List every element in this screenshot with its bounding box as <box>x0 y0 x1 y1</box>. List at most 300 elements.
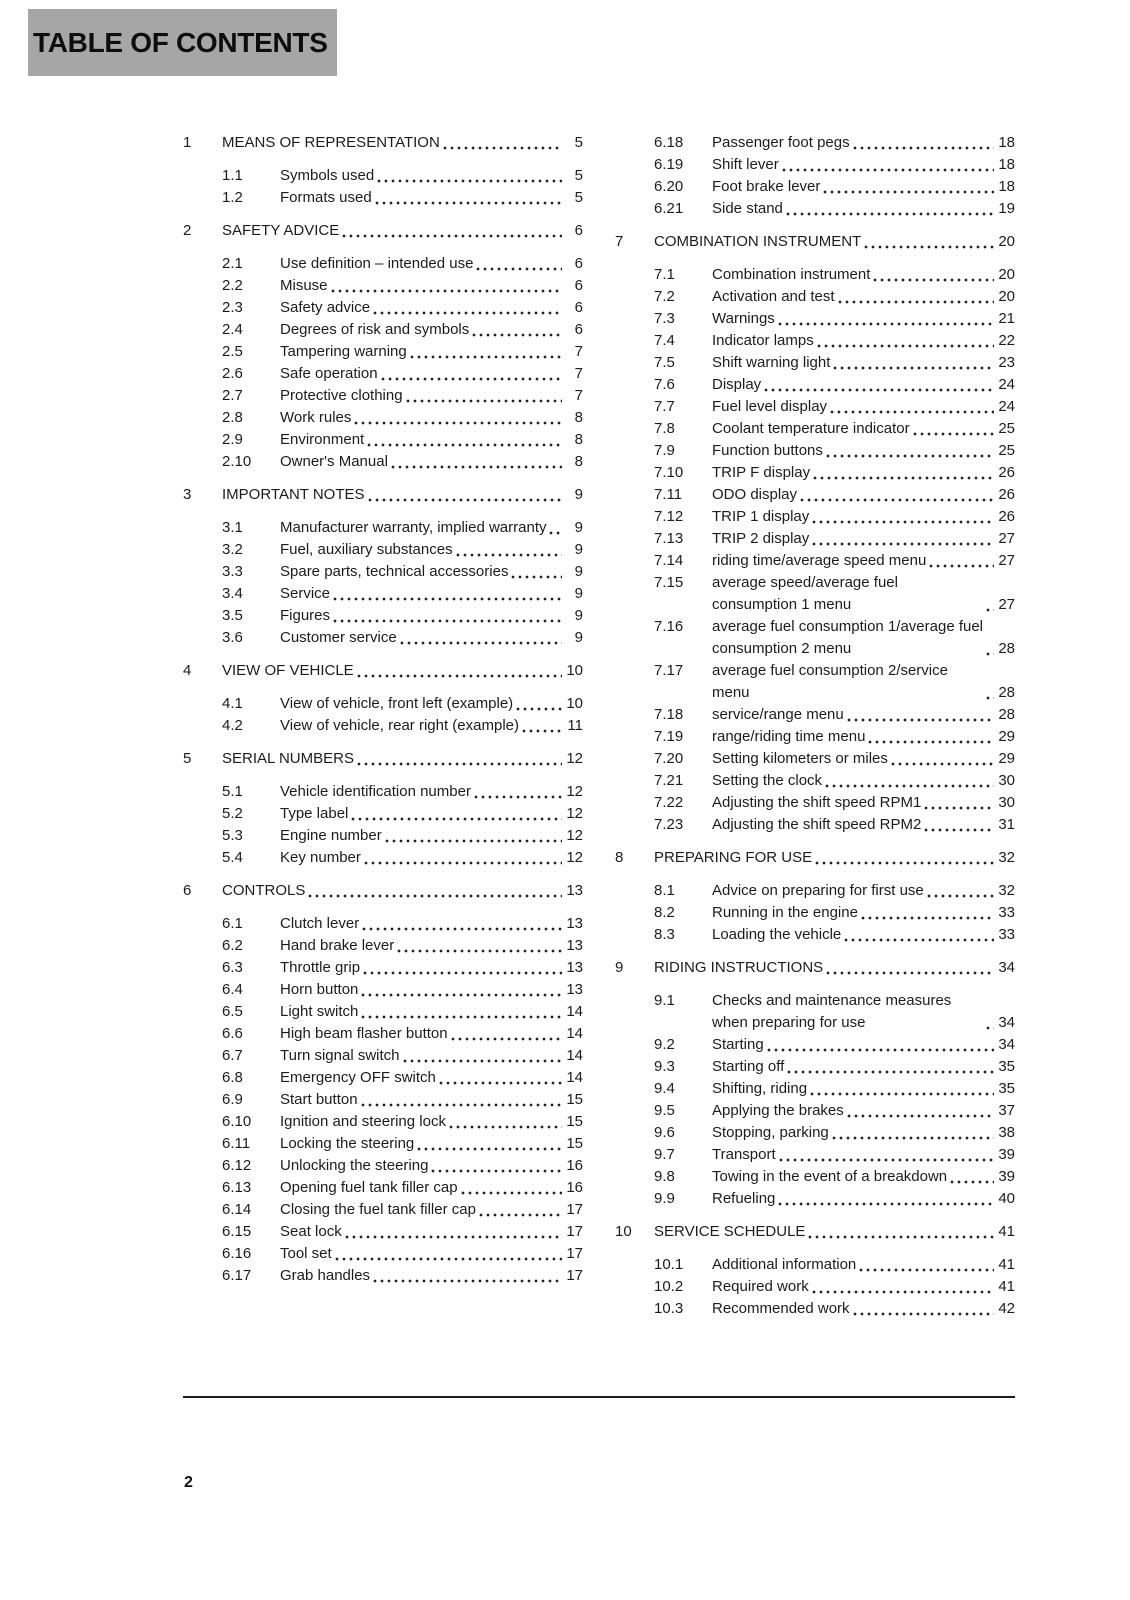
toc-item-entry <box>222 605 583 627</box>
toc-item-entry <box>222 275 583 297</box>
entry-body <box>280 1265 583 1287</box>
entry-number: 10 <box>615 1223 632 1240</box>
page-header <box>28 9 337 76</box>
entry-page-number: 12 <box>566 827 583 844</box>
entry-number: 5.2 <box>222 805 243 822</box>
entry-title: MEANS OF REPRESENTATION <box>222 134 440 151</box>
entry-body <box>280 913 583 935</box>
entry-body <box>712 264 1015 286</box>
entry-body <box>712 660 1015 704</box>
entry-number: 10.3 <box>654 1300 684 1317</box>
entry-body <box>712 1144 1015 1166</box>
entry-body <box>712 1078 1015 1100</box>
entry-page-number: 17 <box>566 1223 583 1240</box>
dot-leader <box>986 608 994 612</box>
entry-number: 4 <box>183 662 192 679</box>
entry-body <box>712 550 1015 572</box>
entry-body <box>712 374 1015 396</box>
entry-body <box>280 693 583 715</box>
toc-item-entry <box>654 616 1015 660</box>
entry-body <box>280 1111 583 1133</box>
entry-number: 2.9 <box>222 431 243 448</box>
entry-page-number: 13 <box>566 937 583 954</box>
entry-body <box>654 1221 1015 1243</box>
entry-number: 7.7 <box>654 398 675 415</box>
toc-item-entry <box>654 1100 1015 1122</box>
entry-number: 7.8 <box>654 420 675 437</box>
entry-number: 6.14 <box>222 1201 252 1218</box>
dot-leader <box>924 806 994 810</box>
dot-leader <box>813 476 994 480</box>
entry-body <box>280 341 583 363</box>
entry-title: Type label <box>280 805 349 822</box>
entry-page-number: 21 <box>998 310 1015 327</box>
entry-page-number: 16 <box>566 1157 583 1174</box>
entry-page-number: 32 <box>998 849 1015 866</box>
toc-section-entry <box>183 132 583 154</box>
entry-page-number: 30 <box>998 794 1015 811</box>
dot-leader <box>375 201 562 205</box>
toc-item-entry <box>654 748 1015 770</box>
toc-item-entry <box>222 517 583 539</box>
entry-title: Customer service <box>280 629 397 646</box>
table-of-contents <box>183 132 1015 1320</box>
dot-leader <box>986 1026 994 1030</box>
entry-number: 3.3 <box>222 563 243 580</box>
entry-title: Transport <box>712 1146 776 1163</box>
dot-leader <box>373 311 562 315</box>
dot-leader <box>354 421 562 425</box>
entry-body <box>280 407 583 429</box>
toc-item-entry <box>222 825 583 847</box>
entry-number: 6.3 <box>222 959 243 976</box>
entry-number: 2.6 <box>222 365 243 382</box>
toc-item-entry <box>222 1155 583 1177</box>
entry-page-number: 8 <box>574 453 583 470</box>
entry-page-number: 10 <box>566 695 583 712</box>
dot-leader <box>779 1158 994 1162</box>
dot-leader <box>812 1290 994 1294</box>
entry-title: IMPORTANT NOTES <box>222 486 365 503</box>
entry-number: 5.4 <box>222 849 243 866</box>
entry-number: 6.20 <box>654 178 684 195</box>
entry-title: ODO display <box>712 486 798 503</box>
footer-divider <box>183 1396 1015 1398</box>
entry-title: Figures <box>280 607 331 624</box>
entry-page-number: 34 <box>998 959 1015 976</box>
entry-number: 6.4 <box>222 981 243 998</box>
entry-body <box>712 352 1015 374</box>
entry-body <box>280 1133 583 1155</box>
entry-title: Display <box>712 376 762 393</box>
entry-body <box>654 847 1015 869</box>
dot-leader <box>410 355 562 359</box>
dot-leader <box>778 322 994 326</box>
entry-title: Manufacturer warranty, implied warranty <box>280 519 547 536</box>
entry-page-number: 20 <box>998 288 1015 305</box>
entry-body <box>280 715 583 737</box>
entry-number: 7.5 <box>654 354 675 371</box>
toc-item-entry <box>654 1166 1015 1188</box>
entry-body <box>712 440 1015 462</box>
entry-body <box>712 704 1015 726</box>
entry-body <box>280 319 583 341</box>
entry-page-number: 26 <box>998 464 1015 481</box>
entry-title: Opening fuel tank filler cap <box>280 1179 458 1196</box>
entry-title: Tool set <box>280 1245 332 1262</box>
entry-number: 6.15 <box>222 1223 252 1240</box>
entry-number: 9.2 <box>654 1036 675 1053</box>
entry-number: 5.1 <box>222 783 243 800</box>
entry-title: Formats used <box>280 189 372 206</box>
entry-body <box>280 1023 583 1045</box>
entry-body <box>712 748 1015 770</box>
toc-section-entry <box>183 880 583 902</box>
entry-number: 5 <box>183 750 192 767</box>
entry-body <box>280 517 583 539</box>
entry-title: Starting off <box>712 1058 785 1075</box>
entry-title: Throttle grip <box>280 959 361 976</box>
dot-leader <box>377 179 562 183</box>
toc-item-entry <box>654 418 1015 440</box>
entry-title: VIEW OF VEHICLE <box>222 662 354 679</box>
dot-leader <box>391 465 562 469</box>
entry-page-number: 12 <box>566 849 583 866</box>
entry-title: Work rules <box>280 409 352 426</box>
entry-title: Fuel, auxiliary substances <box>280 541 453 558</box>
toc-item-entry <box>222 341 583 363</box>
entry-page-number: 6 <box>574 277 583 294</box>
toc-item-entry <box>654 528 1015 550</box>
entry-number: 2.4 <box>222 321 243 338</box>
entry-number: 8.3 <box>654 926 675 943</box>
dot-leader <box>927 894 994 898</box>
entry-page-number: 12 <box>566 805 583 822</box>
dot-leader <box>817 344 994 348</box>
dot-leader <box>913 432 994 436</box>
entry-body <box>712 418 1015 440</box>
entry-number: 3.1 <box>222 519 243 536</box>
dot-leader <box>400 641 562 645</box>
toc-item-entry <box>654 440 1015 462</box>
entry-number: 6.10 <box>222 1113 252 1130</box>
entry-title: Owner's Manual <box>280 453 388 470</box>
entry-body <box>712 572 1015 616</box>
entry-page-number: 27 <box>998 552 1015 569</box>
entry-page-number: 5 <box>574 189 583 206</box>
entry-body <box>654 957 1015 979</box>
dot-leader <box>364 861 562 865</box>
page-number: 2 <box>184 1474 193 1491</box>
entry-title: Protective clothing <box>280 387 403 404</box>
entry-page-number: 13 <box>566 959 583 976</box>
entry-title: Safety advice <box>280 299 371 316</box>
toc-item-entry <box>654 198 1015 220</box>
entry-number: 9.1 <box>654 992 675 1009</box>
dot-leader <box>361 1103 562 1107</box>
entry-body <box>280 627 583 649</box>
entry-body <box>280 1155 583 1177</box>
dot-leader <box>333 597 562 601</box>
dot-leader <box>357 762 562 766</box>
toc-item-entry <box>222 561 583 583</box>
dot-leader <box>549 531 562 535</box>
toc-item-entry <box>654 264 1015 286</box>
entry-body <box>280 1221 583 1243</box>
entry-body <box>280 297 583 319</box>
entry-number: 6.7 <box>222 1047 243 1064</box>
entry-body <box>280 1045 583 1067</box>
toc-item-entry <box>222 847 583 869</box>
entry-body <box>712 1034 1015 1056</box>
dot-leader <box>451 1037 562 1041</box>
entry-title: Indicator lamps <box>712 332 814 349</box>
entry-page-number: 25 <box>998 420 1015 437</box>
toc-column-left <box>183 132 583 1320</box>
entry-title: PREPARING FOR USE <box>654 849 813 866</box>
entry-title: Environment <box>280 431 365 448</box>
entry-body <box>712 902 1015 924</box>
toc-item-entry <box>222 319 583 341</box>
toc-item-entry <box>654 726 1015 748</box>
entry-body <box>712 1100 1015 1122</box>
entry-title: Coolant temperature indicator <box>712 420 910 437</box>
entry-body <box>712 770 1015 792</box>
entry-number: 7.11 <box>654 486 683 503</box>
entry-number: 9.4 <box>654 1080 675 1097</box>
entry-number: 9.3 <box>654 1058 675 1075</box>
toc-item-entry <box>222 187 583 209</box>
dot-leader <box>833 366 994 370</box>
dot-leader <box>864 245 994 249</box>
entry-page-number: 28 <box>998 684 1015 701</box>
toc-item-entry <box>654 396 1015 418</box>
entry-page-number: 30 <box>998 772 1015 789</box>
entry-title: High beam flasher button <box>280 1025 448 1042</box>
toc-item-entry <box>222 1111 583 1133</box>
entry-number: 9 <box>615 959 624 976</box>
toc-item-entry <box>654 1188 1015 1210</box>
entry-page-number: 11 <box>567 717 583 734</box>
entry-page-number: 13 <box>566 882 583 899</box>
entry-number: 7.17 <box>654 662 684 679</box>
toc-item-entry <box>654 1034 1015 1056</box>
entry-number: 9.9 <box>654 1190 675 1207</box>
dot-leader <box>986 696 994 700</box>
entry-page-number: 24 <box>998 376 1015 393</box>
dot-leader <box>810 1092 994 1096</box>
entry-body <box>712 396 1015 418</box>
entry-body <box>280 1001 583 1023</box>
dot-leader <box>787 1070 994 1074</box>
toc-item-entry <box>654 924 1015 946</box>
toc-item-entry <box>654 506 1015 528</box>
entry-page-number: 17 <box>566 1267 583 1284</box>
entry-title: Loading the vehicle <box>712 926 842 943</box>
entry-page-number: 35 <box>998 1080 1015 1097</box>
toc-section-entry <box>615 1221 1015 1243</box>
entry-number: 7.2 <box>654 288 675 305</box>
entry-title: Required work <box>712 1278 809 1295</box>
dot-leader <box>342 234 562 238</box>
entry-body <box>712 1188 1015 1210</box>
dot-leader <box>443 146 562 150</box>
toc-item-entry <box>222 935 583 957</box>
toc-item-entry <box>222 1199 583 1221</box>
entry-title: Light switch <box>280 1003 359 1020</box>
toc-item-entry <box>222 1045 583 1067</box>
dot-leader <box>847 718 994 722</box>
entry-page-number: 7 <box>574 343 583 360</box>
entry-page-number: 29 <box>998 728 1015 745</box>
entry-body <box>280 1089 583 1111</box>
entry-body <box>280 803 583 825</box>
dot-leader <box>830 410 994 414</box>
entry-page-number: 27 <box>998 530 1015 547</box>
entry-body <box>280 363 583 385</box>
entry-title: Stopping, parking <box>712 1124 829 1141</box>
dot-leader <box>859 1268 994 1272</box>
entry-page-number: 5 <box>574 167 583 184</box>
dot-leader <box>823 190 994 194</box>
entry-number: 2.1 <box>222 255 243 272</box>
entry-number: 6.1 <box>222 915 243 932</box>
dot-leader <box>397 949 562 953</box>
entry-body <box>712 726 1015 748</box>
entry-body <box>712 1276 1015 1298</box>
dot-leader <box>331 289 562 293</box>
toc-item-entry <box>654 990 1015 1034</box>
entry-title: riding time/average speed menu <box>712 552 927 569</box>
entry-page-number: 41 <box>998 1256 1015 1273</box>
entry-page-number: 15 <box>566 1113 583 1130</box>
entry-title: Engine number <box>280 827 382 844</box>
entry-number: 4.1 <box>222 695 243 712</box>
entry-number: 2 <box>183 222 192 239</box>
entry-number: 2.7 <box>222 387 243 404</box>
entry-body <box>280 825 583 847</box>
toc-item-entry <box>222 627 583 649</box>
entry-title: Fuel level display <box>712 398 828 415</box>
entry-page-number: 12 <box>566 750 583 767</box>
entry-page-number: 18 <box>998 156 1015 173</box>
entry-page-number: 15 <box>566 1135 583 1152</box>
toc-item-entry <box>654 880 1015 902</box>
entry-title: RIDING INSTRUCTIONS <box>654 959 824 976</box>
entry-page-number: 15 <box>566 1091 583 1108</box>
entry-title: Function buttons <box>712 442 823 459</box>
entry-number: 2.5 <box>222 343 243 360</box>
toc-item-entry <box>654 132 1015 154</box>
dot-leader <box>474 795 562 799</box>
entry-body <box>280 1177 583 1199</box>
dot-leader <box>479 1213 562 1217</box>
entry-number: 7.13 <box>654 530 684 547</box>
entry-page-number: 42 <box>998 1300 1015 1317</box>
toc-item-entry <box>222 407 583 429</box>
toc-section-entry <box>615 957 1015 979</box>
entry-title: average speed/average fuel consumption 1 menu <box>712 574 898 613</box>
entry-title: Refueling <box>712 1190 776 1207</box>
entry-page-number: 10 <box>566 662 583 679</box>
dot-leader <box>873 278 994 282</box>
toc-item-entry <box>222 385 583 407</box>
toc-section-entry <box>615 847 1015 869</box>
entry-page-number: 7 <box>574 365 583 382</box>
entry-title: Applying the brakes <box>712 1102 844 1119</box>
entry-title: View of vehicle, rear right (example) <box>280 717 519 734</box>
entry-title: Adjusting the shift speed RPM1 <box>712 794 922 811</box>
entry-body <box>712 198 1015 220</box>
entry-number: 7.4 <box>654 332 675 349</box>
entry-body <box>280 429 583 451</box>
entry-body <box>280 539 583 561</box>
dot-leader <box>815 861 994 865</box>
entry-number: 4.2 <box>222 717 243 734</box>
dot-leader <box>367 443 562 447</box>
entry-body <box>222 660 583 682</box>
entry-title: Grab handles <box>280 1267 371 1284</box>
toc-item-entry <box>654 1254 1015 1276</box>
dot-leader <box>808 1235 994 1239</box>
page-title: TABLE OF CONTENTS <box>33 26 328 58</box>
entry-title: Horn button <box>280 981 359 998</box>
entry-page-number: 19 <box>998 200 1015 217</box>
dot-leader <box>782 168 994 172</box>
entry-body <box>280 605 583 627</box>
toc-item-entry <box>222 1177 583 1199</box>
entry-title: Degrees of risk and symbols <box>280 321 470 338</box>
toc-item-entry <box>222 297 583 319</box>
toc-item-entry <box>222 913 583 935</box>
entry-page-number: 28 <box>998 640 1015 657</box>
entry-title: Additional information <box>712 1256 857 1273</box>
entry-page-number: 13 <box>566 981 583 998</box>
dot-leader <box>929 564 994 568</box>
entry-number: 6.5 <box>222 1003 243 1020</box>
entry-body <box>712 308 1015 330</box>
entry-body <box>280 451 583 473</box>
toc-item-entry <box>222 583 583 605</box>
entry-page-number: 17 <box>566 1245 583 1262</box>
entry-number: 8 <box>615 849 624 866</box>
entry-page-number: 28 <box>998 706 1015 723</box>
entry-page-number: 5 <box>574 134 583 151</box>
entry-number: 1.1 <box>222 167 243 184</box>
toc-item-entry <box>222 781 583 803</box>
entry-title: Use definition – intended use <box>280 255 474 272</box>
entry-title: SERVICE SCHEDULE <box>654 1223 806 1240</box>
entry-page-number: 9 <box>574 541 583 558</box>
entry-title: Checks and maintenance measures when preparing for use <box>712 992 952 1031</box>
dot-leader <box>472 333 562 337</box>
dot-leader <box>345 1235 562 1239</box>
entry-number: 7.10 <box>654 464 684 481</box>
entry-page-number: 40 <box>998 1190 1015 1207</box>
dot-leader <box>333 619 562 623</box>
entry-page-number: 16 <box>566 1179 583 1196</box>
dot-leader <box>516 707 562 711</box>
entry-title: Passenger foot pegs <box>712 134 850 151</box>
entry-title: Spare parts, technical accessories <box>280 563 509 580</box>
entry-page-number: 6 <box>574 299 583 316</box>
entry-number: 2.3 <box>222 299 243 316</box>
entry-number: 7.1 <box>654 266 675 283</box>
entry-number: 9.7 <box>654 1146 675 1163</box>
dot-leader <box>351 817 562 821</box>
dot-leader <box>986 652 994 656</box>
entry-number: 7.22 <box>654 794 684 811</box>
